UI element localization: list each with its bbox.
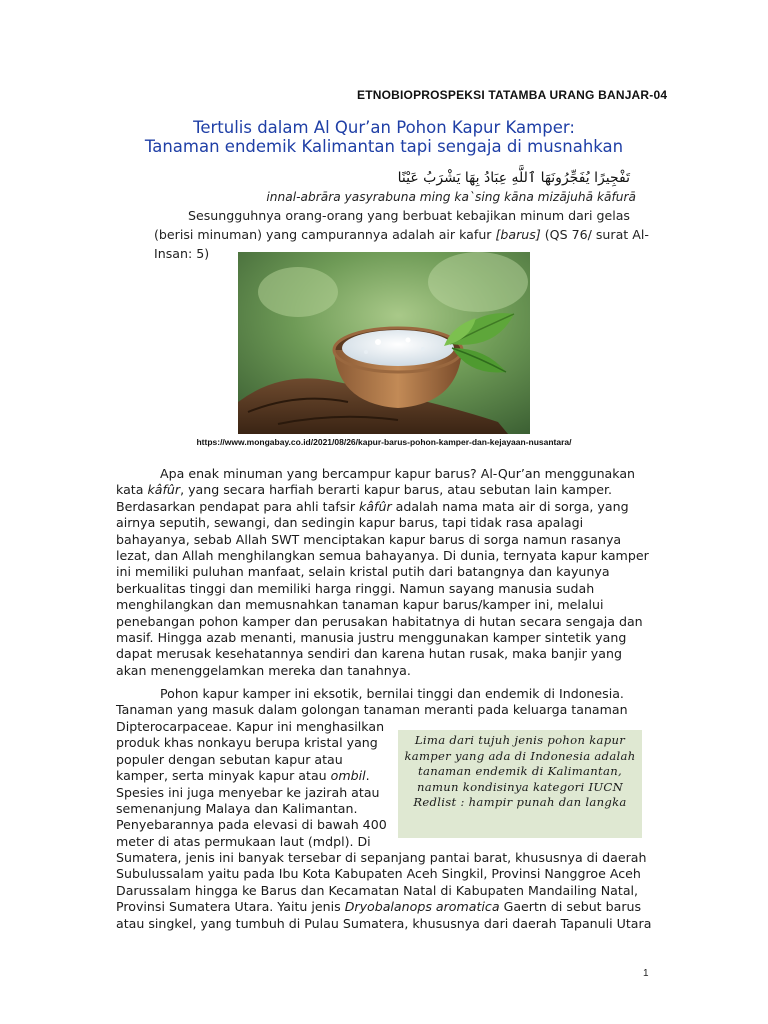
term-ombil: ombil — [330, 768, 366, 784]
article-title-line-2: Tanaman endemik Kalimantan tapi sengaja di musnahkan — [144, 137, 624, 156]
article-title-line-1: Tertulis dalam Al Qur’an Pohon Kapur Kamper: — [193, 118, 575, 137]
translation-italic-term: [barus] — [495, 227, 541, 242]
document-header: ETNOBIOPROSPEKSI TATAMBA URANG BANJAR-04 — [357, 88, 668, 102]
verse-translation: Sesungguhnya orang-orang yang berbuat kebajikan minum dari gelas (berisi minuman) yang campurannya adalah air kafur [barus] (QS 76/ surat Al-Insan: 5) — [154, 208, 649, 261]
term-kafur: kâfûr — [147, 482, 181, 498]
verse-transliteration: innal-abrāra yasyrabuna ming ka`sing kāna mizājuhā kāfurā — [266, 190, 636, 204]
paragraph-2-intro: Pohon kapur kamper ini eksotik, bernilai tinggi dan endemik di Indonesia. Tanaman yang masuk dalam golongan tanaman meranti pada keluarga tanaman — [116, 686, 628, 718]
paragraph-1: Apa enak minuman yang bercampur kapur barus? Al-Qur’an menggunakan kata kâfûr, yang secara harfiah berarti kapur barus, atau sebutan lain kamper. Berdasarkan pendapat para ahli tafsir kâfûr adalah nama mata air di sorga, yang airnya seputih, sewangi, dan sedingin kapur barus, tapi tidak rasa apalagi bahayanya, sebab Allah SWT menciptakan kapur barus di sorga namun rasanya lezat, dan Allah menghilangkan semua bahayanya. Di dunia, ternyata kapur kamper ini memiliki puluhan manfaat, selain kristal putih dari batangnya dan kayunya berkualitas tinggi dan memiliki harga ringgi. Namun sayang manusia sudah menghilangkan dan memusnahkan tanaman kapur barus/kamper ini, melalui penebangan pohon kamper dan perusakan habitatnya di hutan secara sengaja dan masif. Hingga azab menanti, manusia justru menggunakan kamper sintetik yang dapat merusak kesehatannya sendiri dan karena hutan rusak, maka banjir yang akan menenggelamkan mereka dan tanahnya. — [116, 466, 649, 678]
species-name: Dryobalanops aromatica — [344, 899, 500, 915]
quran-verse-arabic: تَفْجِيرًا يُفَجِّرُونَهَا ٱللَّهِ عِبَادُ بِهَا يَشْرَبُ عَيْنًا — [397, 170, 630, 186]
term-kafur: kâfûr — [359, 498, 392, 514]
callout-text: Lima dari tujuh jenis pohon kapur kamper yang ada di Indonesia adalah tanaman endemik di Kalimantan, namun kondisinya kategori IUCN Redlist : hampir punah dan langka — [404, 733, 636, 810]
camphor-bowl-photo — [238, 252, 530, 434]
page-number: 1 — [643, 968, 649, 979]
image-source-url: https://www.mongabay.co.id/2021/08/26/kapur-barus-pohon-kamper-dan-kejayaan-nusantara/ — [196, 437, 572, 447]
camphor-bowl-illustration — [238, 252, 530, 434]
paragraph-2-continued: Sumatera, jenis ini banyak tersebar di sepanjang pantai barat, khususnya di daerah Subulussalam yaitu pada Ibu Kota Kabupaten Aceh Singkil, Provinsi Nanggroe Aceh Darussalam hingga ke Barus dan Kecamatan Natal di Kabupaten Mandailing Natal, Provinsi Sumatera Utara. Yaitu jenis Dryobalanops aromatica Gaertn di sebut barus atau singkel, yang tumbuh di Pulau Sumatera, khususnya dari daerah Tapanuli Utara — [116, 850, 652, 931]
paragraph-2-wrapped: Dipterocarpaceae. Kapur ini menghasilkan produk khas nonkayu berupa kristal yang populer dengan sebutan kapur atau kamper, serta minyak kapur atau ombil. Spesies ini juga menyebar ke jazirah atau semenanjung Malaya dan Kalimantan. Penyebarannya pada elevasi di bawah 400 meter di atas permukaan laut (mdpl). Di — [116, 719, 387, 849]
